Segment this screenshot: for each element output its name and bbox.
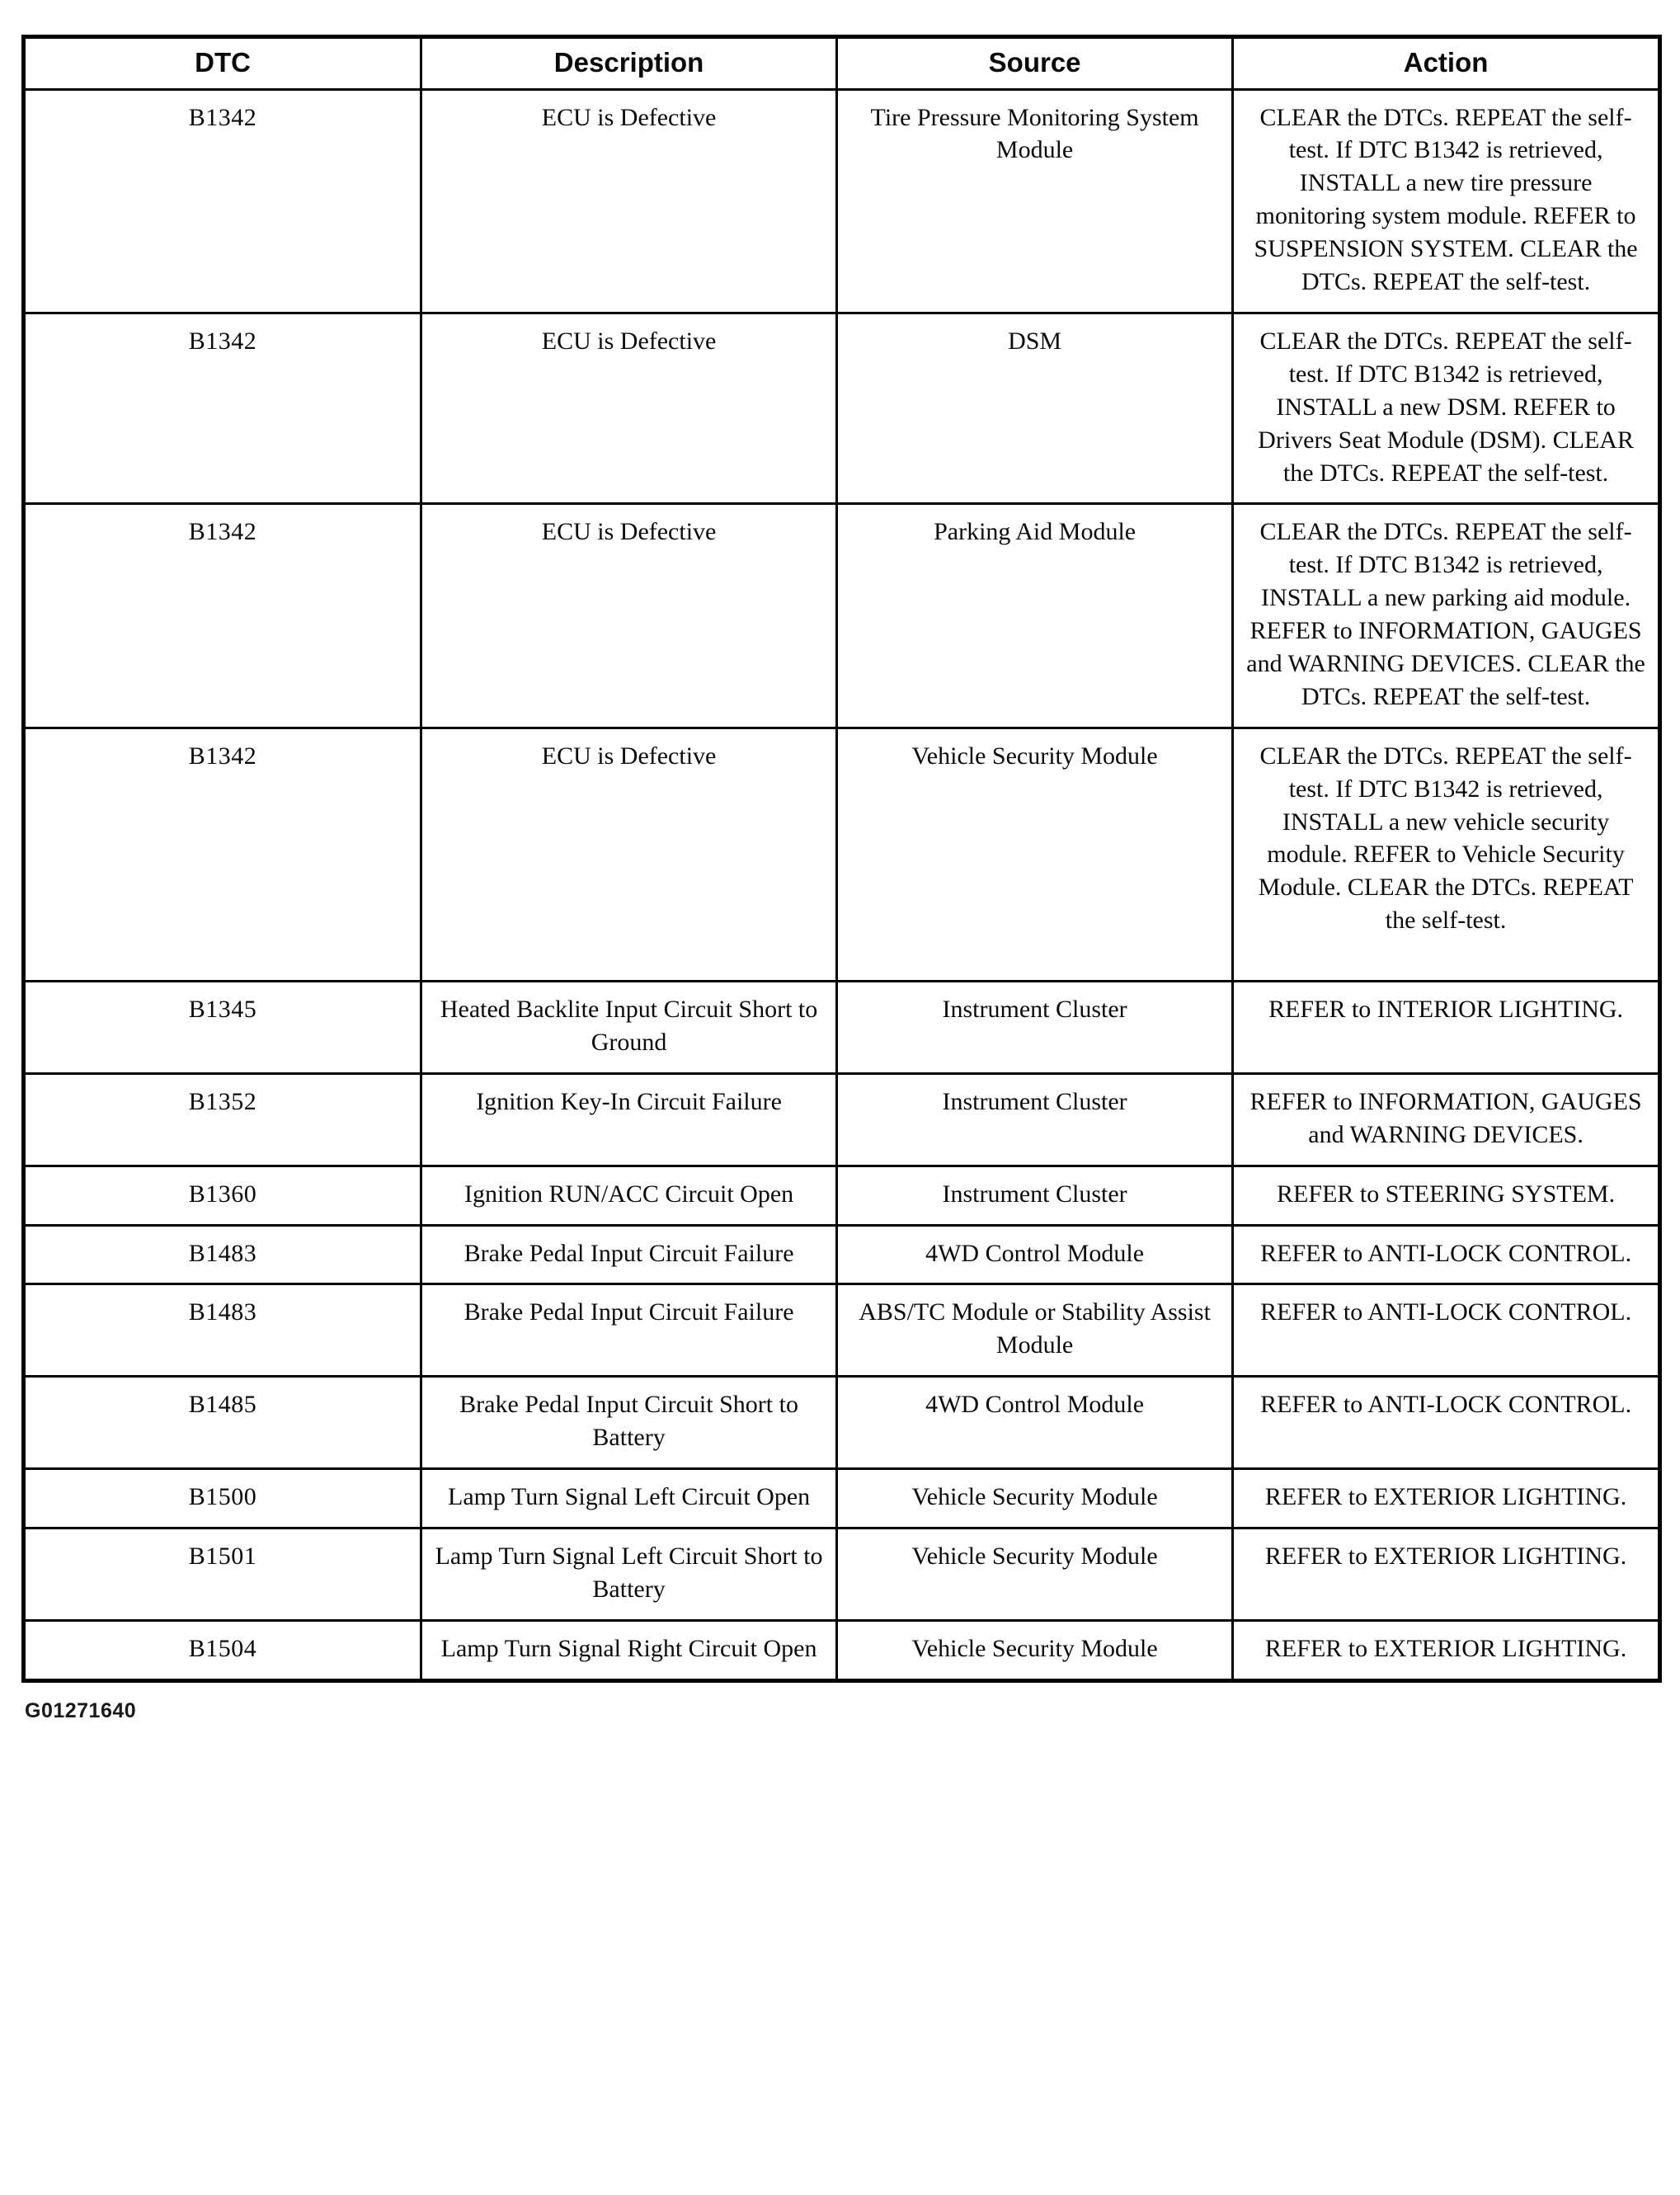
description-cell: ECU is Defective	[421, 313, 837, 503]
source-cell: Parking Aid Module	[837, 504, 1233, 728]
dtc-cell: B1360	[24, 1166, 421, 1225]
table-body	[24, 89, 1660, 1680]
action-cell: CLEAR the DTCs. REPEAT the self-test. If DTC B1342 is retrieved, INSTALL a new parking aid module. REFER to INFORMATION, GAUGES and WARNING DEVICES. CLEAR the DTCs. REPEAT the self-test.	[1233, 504, 1660, 728]
dtc-cell: B1500	[24, 1468, 421, 1528]
action-cell: REFER to INTERIOR LIGHTING.	[1233, 982, 1660, 1074]
description-cell: ECU is Defective	[421, 504, 837, 728]
action-cell: REFER to ANTI-LOCK CONTROL.	[1233, 1284, 1660, 1377]
source-cell: 4WD Control Module	[837, 1377, 1233, 1469]
table-row	[24, 728, 1660, 981]
dtc-cell: B1483	[24, 1284, 421, 1377]
action-cell: REFER to INFORMATION, GAUGES and WARNING DEVICES.	[1233, 1073, 1660, 1166]
dtc-cell: B1501	[24, 1528, 421, 1620]
column-header-dtc: DTC	[24, 37, 421, 90]
description-cell: Ignition RUN/ACC Circuit Open	[421, 1166, 837, 1225]
source-cell: 4WD Control Module	[837, 1225, 1233, 1284]
description-cell: ECU is Defective	[421, 89, 837, 313]
source-cell: Instrument Cluster	[837, 1073, 1233, 1166]
description-cell: Brake Pedal Input Circuit Short to Battery	[421, 1377, 837, 1469]
source-cell: Vehicle Security Module	[837, 1528, 1233, 1620]
table-row	[24, 504, 1660, 728]
dtc-cell: B1483	[24, 1225, 421, 1284]
description-cell: Lamp Turn Signal Left Circuit Open	[421, 1468, 837, 1528]
dtc-cell: B1485	[24, 1377, 421, 1469]
column-header-description: Description	[421, 37, 837, 90]
description-cell: Lamp Turn Signal Right Circuit Open	[421, 1620, 837, 1680]
dtc-cell: B1352	[24, 1073, 421, 1166]
table-row	[24, 89, 1660, 313]
table-row	[24, 1620, 1660, 1680]
column-header-source: Source	[837, 37, 1233, 90]
description-cell: Lamp Turn Signal Left Circuit Short to Battery	[421, 1528, 837, 1620]
source-cell: Instrument Cluster	[837, 982, 1233, 1074]
action-cell: REFER to EXTERIOR LIGHTING.	[1233, 1528, 1660, 1620]
figure-id: G01271640	[25, 1698, 137, 1722]
dtc-cell: B1342	[24, 504, 421, 728]
column-header-action: Action	[1233, 37, 1660, 90]
action-cell: CLEAR the DTCs. REPEAT the self-test. If DTC B1342 is retrieved, INSTALL a new DSM. REFER to Drivers Seat Module (DSM). CLEAR the DTCs. REPEAT the self-test.	[1233, 313, 1660, 503]
source-cell: Vehicle Security Module	[837, 728, 1233, 981]
description-cell: Ignition Key-In Circuit Failure	[421, 1073, 837, 1166]
table-row	[24, 1377, 1660, 1469]
table-row	[24, 982, 1660, 1074]
action-cell: REFER to EXTERIOR LIGHTING.	[1233, 1468, 1660, 1528]
table-row	[24, 1073, 1660, 1166]
source-cell: ABS/TC Module or Stability Assist Module	[837, 1284, 1233, 1377]
table-header-row	[24, 37, 1660, 90]
dtc-cell: B1504	[24, 1620, 421, 1680]
action-cell: REFER to ANTI-LOCK CONTROL.	[1233, 1377, 1660, 1469]
table-row	[24, 1528, 1660, 1620]
action-cell: CLEAR the DTCs. REPEAT the self-test. If DTC B1342 is retrieved, INSTALL a new tire pressure monitoring system module. REFER to SUSPENSION SYSTEM. CLEAR the DTCs. REPEAT the self-test.	[1233, 89, 1660, 313]
action-cell: REFER to ANTI-LOCK CONTROL.	[1233, 1225, 1660, 1284]
source-cell: Vehicle Security Module	[837, 1620, 1233, 1680]
description-cell: Heated Backlite Input Circuit Short to Ground	[421, 982, 837, 1074]
source-cell: Tire Pressure Monitoring System Module	[837, 89, 1233, 313]
dtc-table	[21, 35, 1662, 1683]
action-cell: CLEAR the DTCs. REPEAT the self-test. If DTC B1342 is retrieved, INSTALL a new vehicle security module. REFER to Vehicle Security Module. CLEAR the DTCs. REPEAT the self-test.	[1233, 728, 1660, 981]
dtc-cell: B1342	[24, 728, 421, 981]
table-row	[24, 313, 1660, 503]
table-row	[24, 1225, 1660, 1284]
description-cell: Brake Pedal Input Circuit Failure	[421, 1225, 837, 1284]
dtc-cell: B1345	[24, 982, 421, 1074]
description-cell: Brake Pedal Input Circuit Failure	[421, 1284, 837, 1377]
table-row	[24, 1468, 1660, 1528]
source-cell: Vehicle Security Module	[837, 1468, 1233, 1528]
table-row	[24, 1166, 1660, 1225]
action-cell: REFER to STEERING SYSTEM.	[1233, 1166, 1660, 1225]
action-cell: REFER to EXTERIOR LIGHTING.	[1233, 1620, 1660, 1680]
source-cell: DSM	[837, 313, 1233, 503]
source-cell: Instrument Cluster	[837, 1166, 1233, 1225]
dtc-cell: B1342	[24, 313, 421, 503]
description-cell: ECU is Defective	[421, 728, 837, 981]
table-row	[24, 1284, 1660, 1377]
dtc-cell: B1342	[24, 89, 421, 313]
